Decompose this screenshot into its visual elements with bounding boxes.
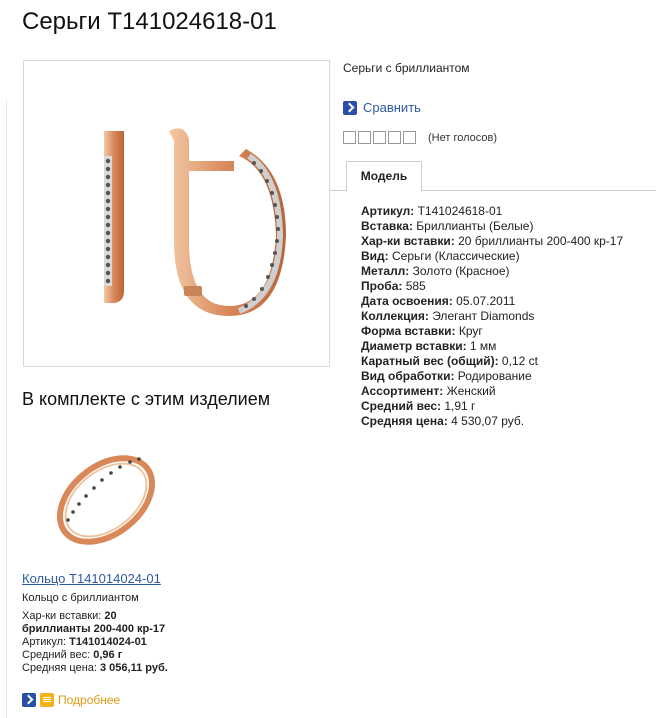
cart-icon[interactable] xyxy=(40,693,54,707)
rating-star-2[interactable] xyxy=(358,131,371,144)
tab-model[interactable]: Модель xyxy=(346,161,422,192)
spec-list xyxy=(361,204,623,429)
spec-row: Средняя цена: 4 530,07 руб. xyxy=(361,414,525,428)
ring-subtitle: Кольцо с бриллиантом xyxy=(22,592,139,604)
more-details-button[interactable] xyxy=(22,693,120,707)
spec-row: Вид обработки: Родирование xyxy=(361,369,532,383)
rating-star-5[interactable] xyxy=(403,131,416,144)
earrings-image xyxy=(24,61,329,366)
ring-product-link[interactable]: Кольцо Т141014024-01 xyxy=(22,571,161,586)
spec-row: Проба: 585 xyxy=(361,279,426,293)
spec-row: Хар-ки вставки: 20 бриллианты 200-400 кр-17 xyxy=(361,234,624,248)
ring-weight: Средний вес: 0,96 г xyxy=(22,649,123,661)
rating-star-3[interactable] xyxy=(373,131,386,144)
spec-row: Вставка: Бриллианты (Белые) xyxy=(361,219,534,233)
left-edge-divider xyxy=(0,100,7,718)
page-title: Серьги Т141024618-01 xyxy=(22,8,277,35)
ring-info xyxy=(22,592,212,675)
more-details-label: Подробнее xyxy=(58,693,121,707)
product-photo[interactable] xyxy=(23,60,330,367)
spec-row: Металл: Золото (Красное) xyxy=(361,264,510,278)
ring-photo[interactable] xyxy=(46,440,170,558)
chevron-right-icon xyxy=(343,101,357,115)
set-section-title: В комплекте с этим изделием xyxy=(22,389,271,409)
spec-row: Ассортимент: Женский xyxy=(361,384,496,398)
ring-image xyxy=(46,440,170,558)
ring-insert: Хар-ки вставки: 20 xyxy=(22,610,117,622)
ring-article: Артикул: Т141014024-01 xyxy=(22,636,147,648)
rating-widget xyxy=(343,131,497,144)
spec-row: Средний вес: 1,91 г xyxy=(361,399,476,413)
spec-row: Артикул: Т141024618-01 xyxy=(361,204,503,218)
spec-row: Форма вставки: Круг xyxy=(361,324,483,338)
compare-label: Сравнить xyxy=(363,100,421,115)
compare-button[interactable] xyxy=(343,100,421,115)
ring-price: Средняя цена: 3 056,11 руб. xyxy=(22,662,168,674)
tab-bar xyxy=(330,158,656,191)
votes-text: (Нет голосов) xyxy=(428,131,498,144)
spec-row: Вид: Серьги (Классические) xyxy=(361,249,520,263)
chevron-right-icon xyxy=(22,693,36,707)
product-subtitle: Серьги с бриллиантом xyxy=(343,61,470,75)
spec-row: Коллекция: Элегант Diamonds xyxy=(361,309,535,323)
spec-row: Каратный вес (общий): 0,12 ct xyxy=(361,354,538,368)
spec-row: Диаметр вставки: 1 мм xyxy=(361,339,497,353)
spec-row: Дата освоения: 05.07.2011 xyxy=(361,294,516,308)
ring-insert-detail: бриллианты 200-400 кр-17 xyxy=(22,623,166,635)
rating-star-4[interactable] xyxy=(388,131,401,144)
rating-star-1[interactable] xyxy=(343,131,356,144)
